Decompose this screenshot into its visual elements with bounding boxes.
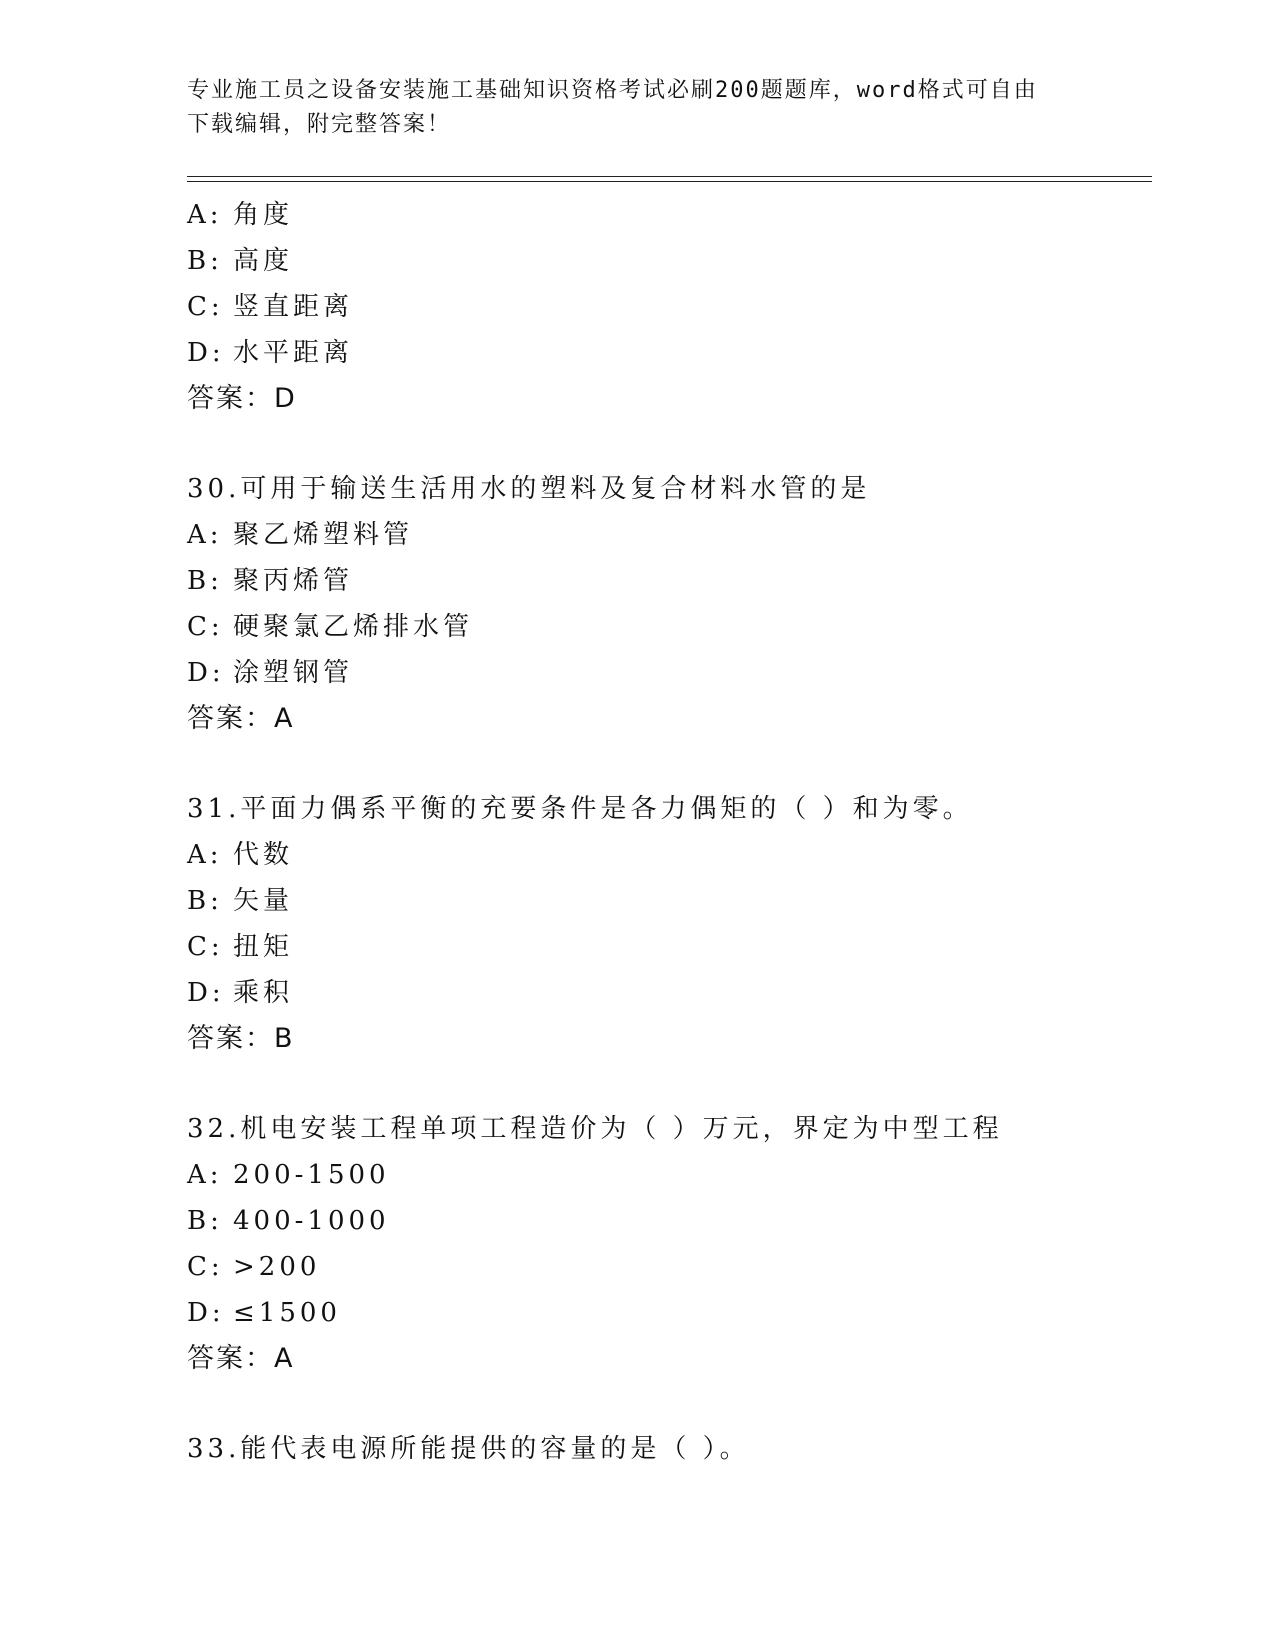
option-d (187, 1290, 1167, 1336)
option-text: 代数 (233, 840, 294, 870)
option-letter: C: (187, 1252, 224, 1282)
option-text: 矢量 (233, 886, 294, 916)
header-divider-bottom (187, 181, 1152, 182)
option-text: 聚丙烯管 (233, 566, 354, 596)
option-c (187, 1244, 1167, 1290)
option-text: 200-1500 (233, 1160, 390, 1190)
option-text: 水平距离 (233, 338, 354, 368)
option-d (187, 650, 1167, 696)
option-text: 400-1000 (233, 1206, 390, 1236)
option-c (187, 924, 1167, 970)
question-text: 32.机电安装工程单项工程造价为（ ）万元，界定为中型工程 (187, 1114, 1003, 1144)
option-letter: C: (187, 932, 224, 962)
option-b (187, 558, 1167, 604)
option-letter: B: (187, 1206, 223, 1236)
option-b (187, 238, 1167, 284)
option-a (187, 192, 1167, 238)
option-d (187, 330, 1167, 376)
option-letter: D: (187, 658, 225, 688)
option-a (187, 832, 1167, 878)
question-block-33 (187, 1426, 1167, 1472)
option-letter: A: (187, 200, 223, 230)
answer-label: 答案：A (187, 703, 295, 734)
question-text: 33.能代表电源所能提供的容量的是（ ）。 (187, 1434, 750, 1464)
option-text: 竖直距离 (233, 292, 354, 322)
option-text: 角度 (233, 200, 294, 230)
option-text: ≤1500 (233, 1298, 341, 1328)
option-letter: D: (187, 1298, 225, 1328)
option-text: 扭矩 (233, 932, 294, 962)
question-block-30 (187, 466, 1167, 742)
option-c (187, 284, 1167, 330)
option-a (187, 512, 1167, 558)
question-list (187, 192, 1167, 1472)
answer-label: 答案：B (187, 1023, 295, 1054)
option-b (187, 878, 1167, 924)
option-letter: A: (187, 520, 223, 550)
option-text: >200 (233, 1252, 321, 1282)
option-letter: B: (187, 566, 223, 596)
option-d (187, 970, 1167, 1016)
option-text: 高度 (233, 246, 294, 276)
option-a (187, 1152, 1167, 1198)
question-block-31 (187, 786, 1167, 1062)
option-letter: D: (187, 338, 225, 368)
option-text: 乘积 (233, 978, 294, 1008)
header-line-2: 下载编辑，附完整答案！ (187, 112, 452, 137)
option-letter: C: (187, 612, 224, 642)
question-block-29 (187, 192, 1167, 422)
option-c (187, 604, 1167, 650)
answer-label: 答案：D (187, 383, 297, 414)
option-text: 涂塑钢管 (233, 658, 354, 688)
option-letter: B: (187, 246, 223, 276)
answer-label: 答案：A (187, 1343, 295, 1374)
option-letter: C: (187, 292, 224, 322)
option-text: 硬聚氯乙烯排水管 (233, 612, 474, 642)
document-header (187, 74, 1067, 142)
question-text: 30.可用于输送生活用水的塑料及复合材料水管的是 (187, 474, 871, 504)
option-letter: A: (187, 1160, 223, 1190)
question-text: 31.平面力偶系平衡的充要条件是各力偶矩的（ ）和为零。 (187, 794, 973, 824)
header-divider-top (187, 176, 1152, 177)
option-b (187, 1198, 1167, 1244)
question-block-32 (187, 1106, 1167, 1382)
option-letter: A: (187, 840, 223, 870)
option-letter: D: (187, 978, 225, 1008)
option-letter: B: (187, 886, 223, 916)
header-line-1: 专业施工员之设备安装施工基础知识资格考试必刷200题题库，word格式可自由 (187, 78, 1038, 103)
option-text: 聚乙烯塑料管 (233, 520, 414, 550)
